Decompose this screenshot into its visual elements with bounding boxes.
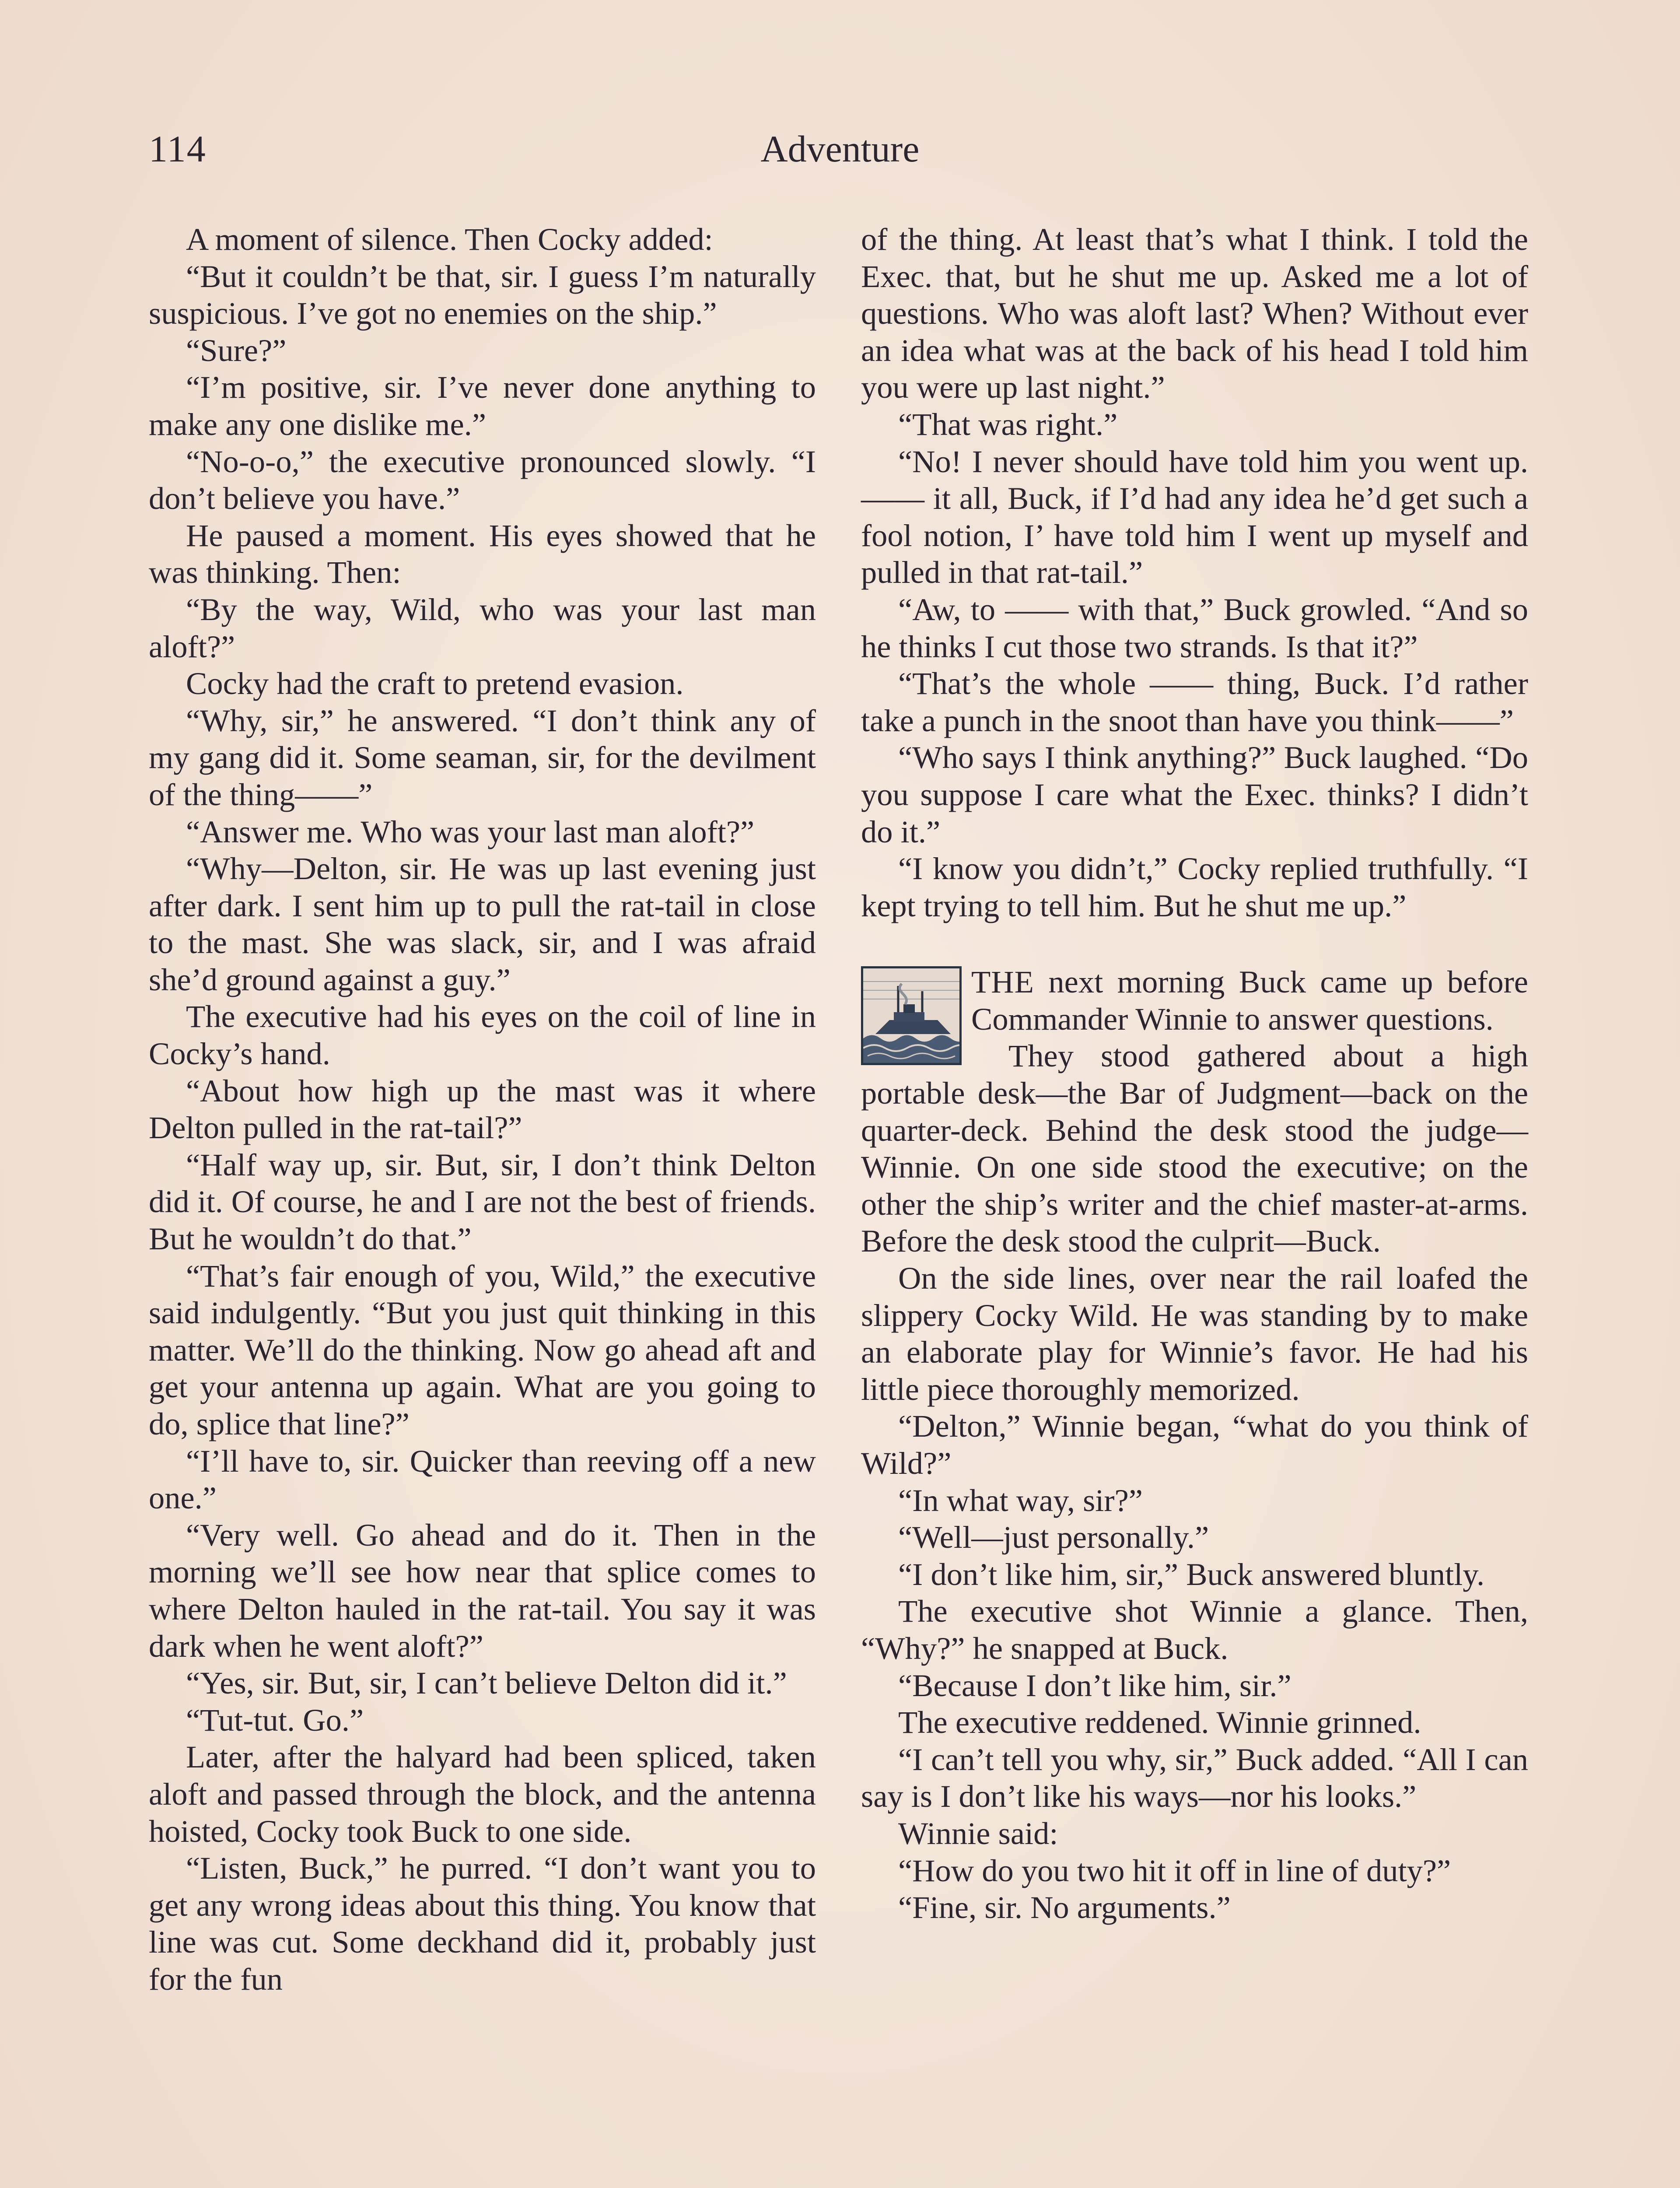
- paragraph: “That was right.”: [898, 406, 1118, 442]
- paragraph: of the thing. At least that’s what I think. I told the Exec. that, but he shut me up. Asked me a lot of questions. Who was aloft last? When? Without ever an idea what was at the back of his head I told him you were up last night.”: [861, 221, 1528, 405]
- paragraph: “Well—just personally.”: [898, 1519, 1209, 1555]
- paragraph: “Aw, to —— with that,” Buck growled. “And so he thinks I cut those two strands. Is that it?”: [861, 591, 1528, 664]
- paragraph: “By the way, Wild, who was your last man aloft?”: [149, 591, 816, 664]
- paragraph: On the side lines, over near the rail loafed the slippery Cocky Wild. He was standing by to make an elaborate play for Winnie’s favor. He had his little piece thoroughly memorized.: [861, 1260, 1528, 1407]
- paragraph: “In what way, sir?”: [898, 1482, 1143, 1518]
- paragraph: Cocky had the craft to pretend evasion.: [186, 666, 684, 701]
- paragraph: “Tut-tut. Go.”: [186, 1702, 364, 1738]
- paragraph: “Half way up, sir. But, sir, I don’t think Delton did it. Of course, he and I are not the best of friends. But he wouldn’t do that.”: [149, 1147, 816, 1257]
- paragraph: “Answer me. Who was your last man aloft?”: [186, 813, 755, 849]
- paragraph: “No! I never should have told him you went up. —— it all, Buck, if I’d had any idea he’d get such a fool notion, I’ have told him I went up myself and pulled in that rat-tail.”: [861, 443, 1528, 590]
- paragraph: “Yes, sir. But, sir, I can’t believe Delton did it.”: [186, 1665, 787, 1701]
- page-number: 114: [149, 128, 206, 170]
- section-opening: [861, 964, 1528, 1038]
- paragraph: The executive had his eyes on the coil of line in Cocky’s hand.: [149, 999, 816, 1072]
- running-title: Adventure: [760, 128, 920, 170]
- paragraph: “That’s the whole —— thing, Buck. I’d rather take a punch in the snoot than have you think——”: [861, 666, 1528, 738]
- paragraph: “Sure?”: [186, 332, 287, 368]
- paragraph: “Fine, sir. No arguments.”: [898, 1890, 1231, 1925]
- paragraph: “Who says I think anything?” Buck laughed. “Do you suppose I care what the Exec. thinks? I didn’t do it.”: [861, 740, 1528, 849]
- section-opening-word: THE: [971, 964, 1034, 1000]
- battleship-icon: [861, 966, 962, 1065]
- paragraph: A moment of silence. Then Cocky added:: [186, 221, 713, 257]
- paragraph: “I can’t tell you why, sir,” Buck added. “All I can say is I don’t like his ways—nor his looks.”: [861, 1741, 1528, 1814]
- section-break: [861, 924, 1528, 964]
- paragraph: “I’ll have to, sir. Quicker than reeving off a new one.”: [149, 1443, 816, 1516]
- paragraph: He paused a moment. His eyes showed that he was thinking. Then:: [149, 517, 816, 590]
- paragraph: “I don’t like him, sir,” Buck answered bluntly.: [898, 1556, 1485, 1592]
- paragraph: “I know you didn’t,” Cocky replied truthfully. “I kept trying to tell him. But he shut me up.”: [861, 851, 1528, 923]
- paragraph: The executive shot Winnie a glance. Then, “Why?” he snapped at Buck.: [861, 1593, 1528, 1666]
- left-column: [149, 221, 816, 1998]
- paragraph: Winnie said:: [898, 1815, 1058, 1851]
- paragraph: “Delton,” Winnie began, “what do you think of Wild?”: [861, 1408, 1528, 1481]
- paragraph: “Very well. Go ahead and do it. Then in the morning we’ll see how near that splice comes to where Delton hauled in the rat-tail. You say it was dark when he went aloft?”: [149, 1517, 816, 1664]
- paragraph: “About how high up the mast was it where Delton pulled in the rat-tail?”: [149, 1073, 816, 1146]
- paragraph: “Listen, Buck,” he purred. “I don’t want you to get any wrong ideas about this thing. You know that line was cut. Some deckhand did it, probably just for the fun: [149, 1850, 816, 1997]
- paragraph: “But it couldn’t be that, sir. I guess I’m naturally suspicious. I’ve got no enemies on the ship.”: [149, 258, 816, 331]
- paragraph: “How do you two hit it off in line of duty?”: [898, 1852, 1451, 1888]
- page-header: [149, 127, 1531, 179]
- paragraph: The executive reddened. Winnie grinned.: [898, 1704, 1421, 1740]
- right-column: [861, 221, 1528, 1926]
- paragraph: “Why—Delton, sir. He was up last evening just after dark. I sent him up to pull the rat-tail in close to the mast. She was slack, sir, and I was afraid she’d ground against a guy.”: [149, 851, 816, 997]
- paragraph: “That’s fair enough of you, Wild,” the executive said indulgently. “But you just quit thinking in this matter. We’ll do the thinking. Now go ahead aft and get your antenna up again. What are you going to do, splice that line?”: [149, 1258, 816, 1441]
- paragraph: Later, after the halyard had been spliced, taken aloft and passed through the block, and the antenna hoisted, Cocky took Buck to one side.: [149, 1739, 816, 1849]
- paragraph: They stood gathered about a high portable desk—the Bar of Judgment—back on the quarter-deck. Behind the desk stood the judge—Winnie. On one side stood the executive; on the other the ship’s writer and the chief master-at-arms. Before the desk stood the culprit—Buck.: [861, 1038, 1528, 1259]
- paragraph: “I’m positive, sir. I’ve never done anything to make any one dislike me.”: [149, 369, 816, 442]
- paragraph: “Because I don’t like him, sir.”: [898, 1667, 1292, 1703]
- section-lead-text: next morning Buck came up before Commander Winnie to answer questions.: [971, 964, 1528, 1037]
- paragraph: “No-o-o,” the executive pronounced slowly. “I don’t believe you have.”: [149, 443, 816, 516]
- paragraph: “Why, sir,” he answered. “I don’t think any of my gang did it. Some seaman, sir, for the devilment of the thing——”: [149, 702, 816, 812]
